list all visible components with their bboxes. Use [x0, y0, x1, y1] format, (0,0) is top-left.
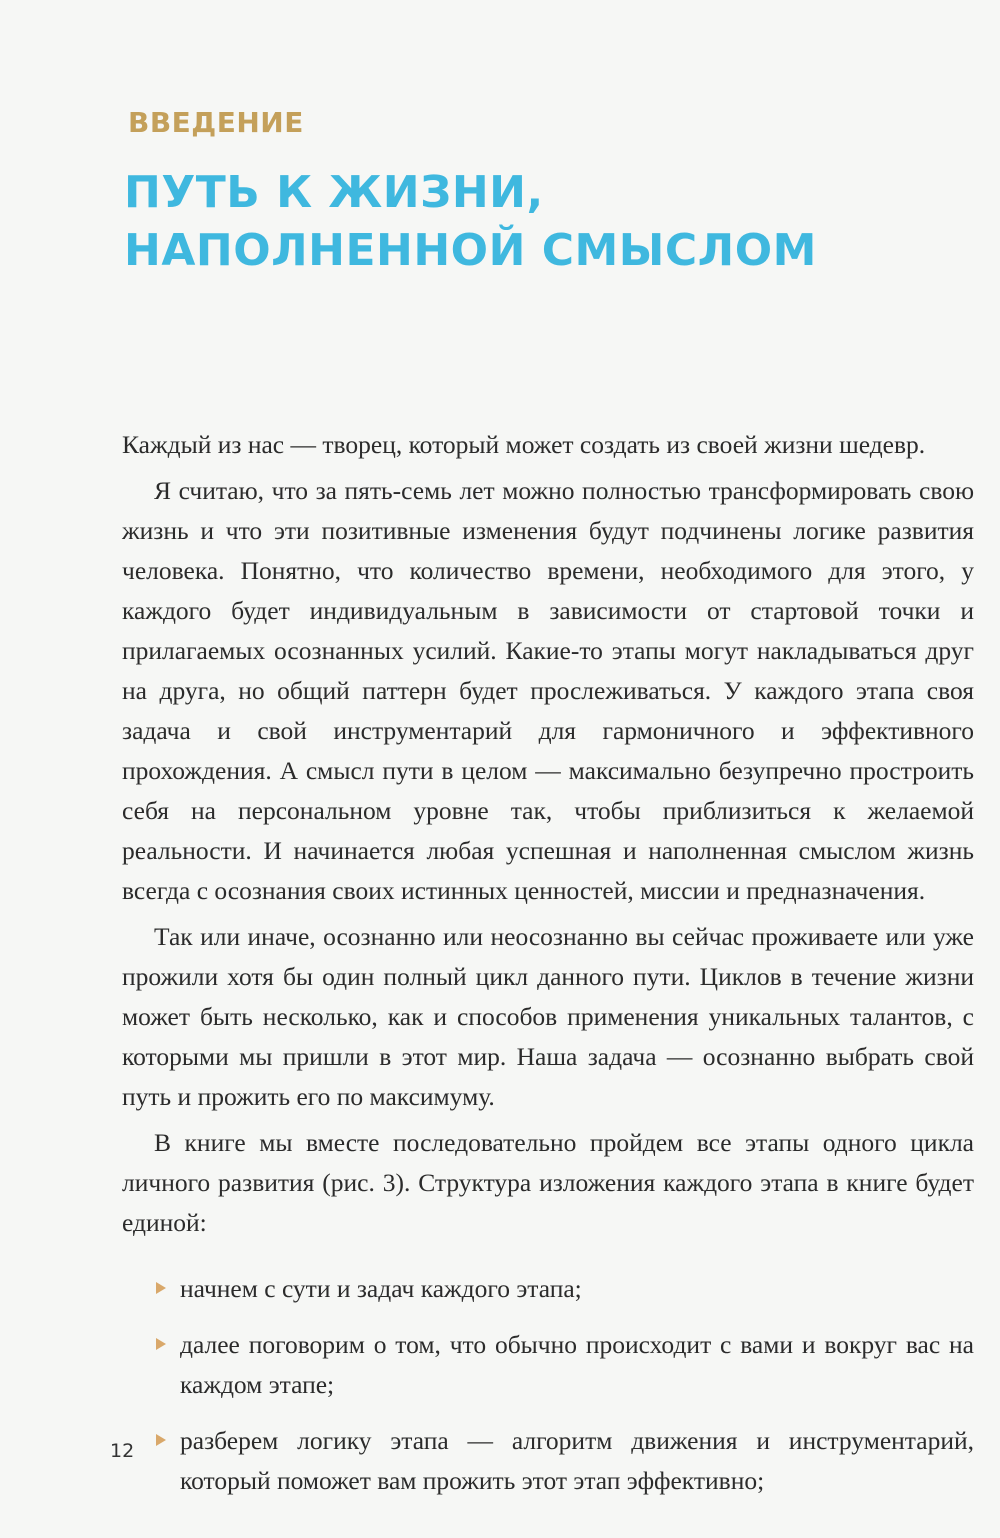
list-item — [122, 1421, 974, 1501]
list-item-text: далее поговорим о том, что обычно происходит с вами и вокруг вас на каждом этапе; — [180, 1330, 974, 1399]
section-kicker: ВВЕДЕНИЕ — [128, 106, 304, 139]
list-item-text: разберем логику этапа — алгоритм движения и инструментарий, который поможет вам прожить этот этап эффективно; — [180, 1426, 974, 1495]
bullet-list — [122, 1269, 974, 1501]
list-item-text: начнем с сути и задач каждого этапа; — [180, 1274, 582, 1303]
paragraph: Я считаю, что за пять-семь лет можно полностью трансформировать свою жизнь и что эти позитивные изменения будут подчинены логике развития человека. Понятно, что количество времени, необходимого для этого, у каждого будет индивидуальным в зависимости от стартовой точки и прилагаемых осознанных усилий. Какие-то этапы могут накладываться друг на друга, но общий паттерн будет прослеживаться. У каждого этапа своя задача и свой инструментарий для гармоничного и эффективного прохождения. А смысл пути в целом — максимально безупречно простроить себя на персональном уровне так, чтобы приблизиться к желаемой реальности. И начинается любая успешная и наполненная смыслом жизнь всегда с осознания своих истинных ценностей, миссии и предназначения. — [122, 476, 974, 905]
triangle-bullet-icon — [156, 1338, 166, 1350]
paragraph: Каждый из нас — творец, который может создать из своей жизни шедевр. — [122, 430, 926, 459]
paragraph: Так или иначе, осознанно или неосознанно вы сейчас проживаете или уже прожили хотя бы один полный цикл данного пути. Циклов в течение жизни может быть несколько, как и способов применения уникальных талантов, с которыми мы пришли в этот мир. Наша задача — осознанно выбрать свой путь и прожить его по максимуму. — [122, 922, 974, 1111]
list-item — [122, 1269, 974, 1309]
paragraph: В книге мы вместе последовательно пройдем все этапы одного цикла личного развития (рис. 3). Структура изложения каждого этапа в книге будет единой: — [122, 1128, 974, 1237]
page-number: 12 — [110, 1440, 135, 1462]
list-item — [122, 1325, 974, 1405]
triangle-bullet-icon — [156, 1282, 166, 1294]
triangle-bullet-icon — [156, 1434, 166, 1446]
body-text — [122, 425, 974, 1517]
chapter-title-line-2: НАПОЛНЕННОЙ СМЫСЛОМ — [124, 225, 817, 276]
chapter-title — [124, 164, 944, 280]
chapter-title-line-1: ПУТЬ К ЖИЗНИ, — [124, 167, 544, 218]
